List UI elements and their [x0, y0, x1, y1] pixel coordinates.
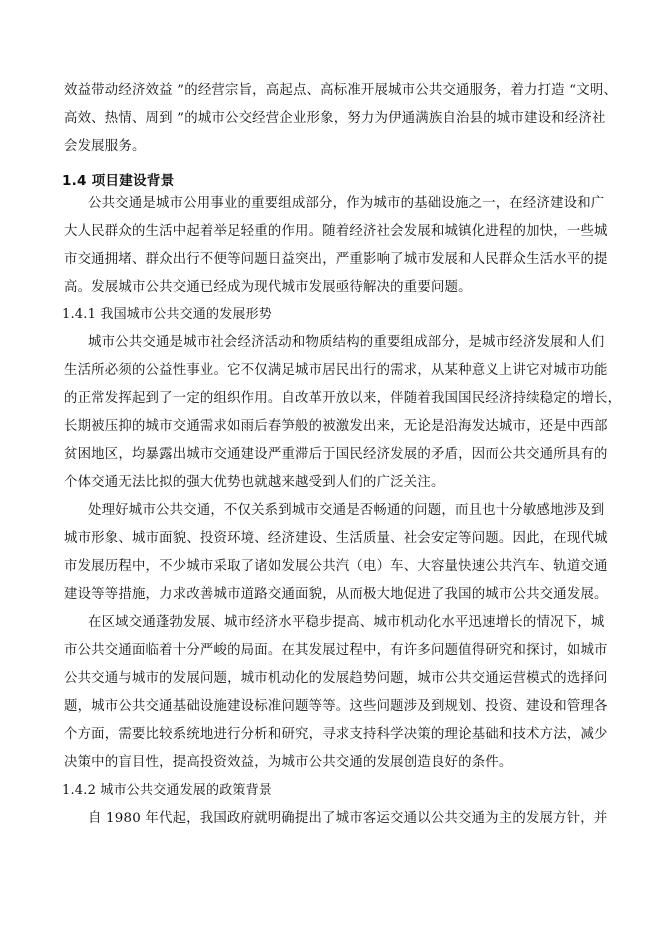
body-text-line: 高效、热情、周到 ”的城市公交经营企业形象，努力为伊通满族自治县的城市建设和经济社	[64, 111, 606, 126]
body-text-line: 决策中的盲目性，提高投资效益，为城市公共交通的发展创造良好的条件。	[64, 755, 513, 770]
body-text-line: 城市形象、城市面貌、投资环境、经济建设、生活质量、社会安定等问题。因此，在现代城	[64, 531, 608, 546]
body-text-line: 市公共交通面临着十分严峻的局面。在其发展过程中，有许多问题值得研究和探讨，如城市	[64, 643, 608, 658]
body-text-line: 的正常发挥起到了一定的组织作用。自改革开放以来，伴随着我国国民经济持续稳定的增长，	[64, 391, 622, 406]
body-text-line: 效益带动经济效益 ”的经营宗旨，高起点、高标准开展城市公共交通服务，着力打造 “文明、	[64, 83, 618, 98]
body-text-line: 会发展服务。	[64, 139, 146, 154]
subsection-heading: 1.4.1 我国城市公共交通的发展形势	[62, 307, 273, 322]
body-text-line: 建设等等措施，力求改善城市道路交通面貌，从而极大地促进了我国的城市公共交通发展。	[64, 587, 608, 602]
paragraph-first-line: 公共交通是城市公用事业的重要组成部分，作为城市的基础设施之一，在经济建设和广	[88, 196, 605, 211]
body-text-line: 长期被压抑的城市交通需求如雨后春笋般的被激发出来，无论是沿海发达城市，还是中西部	[64, 419, 608, 434]
body-text-line: 个方面，需要比较系统地进行分析和研究，寻求支持科学决策的理论基础和技术方法，减少	[64, 727, 608, 742]
body-text-line: 贫困地区，均暴露出城市交通建设严重滞后于国民经济发展的矛盾，因而公共交通所具有的	[64, 447, 608, 462]
paragraph-first-line: 处理好城市公共交通，不仅关系到城市交通是否畅通的问题，而且也十分敏感地涉及到	[88, 503, 605, 518]
body-text-line: 生活所必须的公益性事业。它不仅满足城市居民出行的需求，从某种意义上讲它对城市功能	[64, 363, 608, 378]
paragraph-first-line: 在区域交通蓬勃发展、城市经济水平稳步提高、城市机动化水平迅速增长的情况下，城	[88, 615, 605, 630]
body-text-line: 市发展历程中，不少城市采取了诸如发展公共汽（电）车、大容量快速公共汽车、轨道交通	[64, 559, 608, 574]
section-heading: 1.4 项目建设背景	[62, 173, 175, 189]
paragraph-first-line: 城市公共交通是城市社会经济活动和物质结构的重要组成部分，是城市经济发展和人们	[88, 335, 605, 350]
body-text-line: 个体交通无法比拟的强大优势也就越来越受到人们的广泛关注。	[64, 475, 445, 490]
paragraph-first-line: 自 1980 年代起，我国政府就明确提出了城市客运交通以公共交通为主的发展方针，并	[88, 811, 608, 826]
body-text-line: 高。发展城市公共交通已经成为现代城市发展亟待解决的重要问题。	[64, 280, 472, 295]
subsection-heading: 1.4.2 城市公共交通发展的政策背景	[62, 783, 273, 798]
body-text-line: 公共交通与城市的发展问题，城市机动化的发展趋势问题，城市公共交通运营模式的选择问	[64, 671, 608, 686]
body-text-line: 题，城市公共交通基础设施建设标准问题等等。这些问题涉及到规划、投资、建设和管理各	[64, 699, 608, 714]
body-text-line: 市交通拥堵、群众出行不便等问题日益突出，严重影响了城市发展和人民群众生活水平的提	[64, 252, 608, 267]
body-text-line: 大人民群众的生活中起着举足轻重的作用。随着经济社会发展和城镇化进程的加快，一些城	[64, 224, 608, 239]
